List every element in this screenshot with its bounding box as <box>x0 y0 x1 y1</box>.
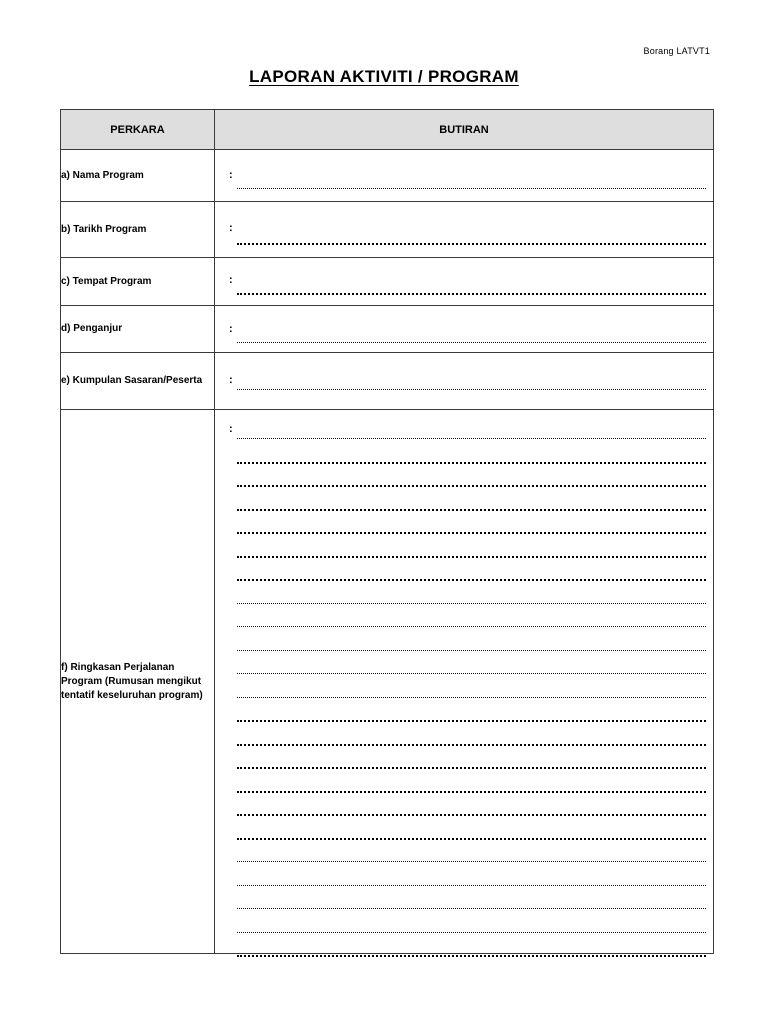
field-colon: : <box>229 323 233 335</box>
label-tarikh-program: b) Tarikh Program <box>61 202 215 258</box>
form-code: Borang LATVT1 <box>643 46 710 56</box>
row-penganjur <box>61 306 714 353</box>
header-perkara: PERKARA <box>61 110 215 150</box>
fill-line <box>237 650 706 651</box>
table-header-row <box>61 110 714 150</box>
fill-line <box>237 814 706 816</box>
fill-line <box>237 838 706 840</box>
field-tempat-program[interactable] <box>215 258 714 306</box>
label-penganjur: d) Penganjur <box>61 306 215 353</box>
fill-line <box>237 955 706 957</box>
fill-line <box>237 885 706 886</box>
field-kumpulan-sasaran[interactable] <box>215 353 714 410</box>
field-colon: : <box>229 374 233 386</box>
fill-line <box>237 767 706 769</box>
row-kumpulan-sasaran <box>61 353 714 410</box>
fill-line <box>237 744 706 746</box>
field-ringkasan-perjalanan[interactable] <box>215 410 714 954</box>
fill-line <box>237 556 706 558</box>
field-nama-program[interactable] <box>215 150 714 202</box>
header-butiran: BUTIRAN <box>215 110 714 150</box>
field-colon: : <box>229 423 233 435</box>
fill-line <box>237 243 706 245</box>
fill-line <box>237 697 706 698</box>
fill-line <box>237 389 706 390</box>
fill-line <box>237 188 706 189</box>
field-colon: : <box>229 222 233 234</box>
fill-line <box>237 485 706 487</box>
row-ringkasan-perjalanan <box>61 410 714 954</box>
field-tarikh-program[interactable] <box>215 202 714 258</box>
fill-line <box>237 603 706 604</box>
fill-line <box>237 720 706 722</box>
row-tarikh-program <box>61 202 714 258</box>
label-ringkasan-perjalanan: f) Ringkasan Perjalanan Program (Rumusan mengikut tentatif keseluruhan program) <box>61 410 215 954</box>
fill-line <box>237 532 706 534</box>
fill-line <box>237 293 706 295</box>
fill-line <box>237 673 706 674</box>
fill-line <box>237 932 706 933</box>
field-penganjur[interactable] <box>215 306 714 353</box>
page-title: LAPORAN AKTIVITI / PROGRAM <box>249 67 519 86</box>
fill-line <box>237 861 706 862</box>
fill-line <box>237 579 706 581</box>
label-tempat-program: c) Tempat Program <box>61 258 215 306</box>
row-nama-program <box>61 150 714 202</box>
field-colon: : <box>229 169 233 181</box>
report-table <box>60 109 714 954</box>
fill-line <box>237 791 706 793</box>
field-colon: : <box>229 274 233 286</box>
fill-line <box>237 438 706 439</box>
label-kumpulan-sasaran: e) Kumpulan Sasaran/Peserta <box>61 353 215 410</box>
fill-line <box>237 509 706 511</box>
fill-line <box>237 462 706 464</box>
fill-line <box>237 908 706 909</box>
row-tempat-program <box>61 258 714 306</box>
fill-line <box>237 342 706 343</box>
label-nama-program: a) Nama Program <box>61 150 215 202</box>
fill-line <box>237 626 706 627</box>
